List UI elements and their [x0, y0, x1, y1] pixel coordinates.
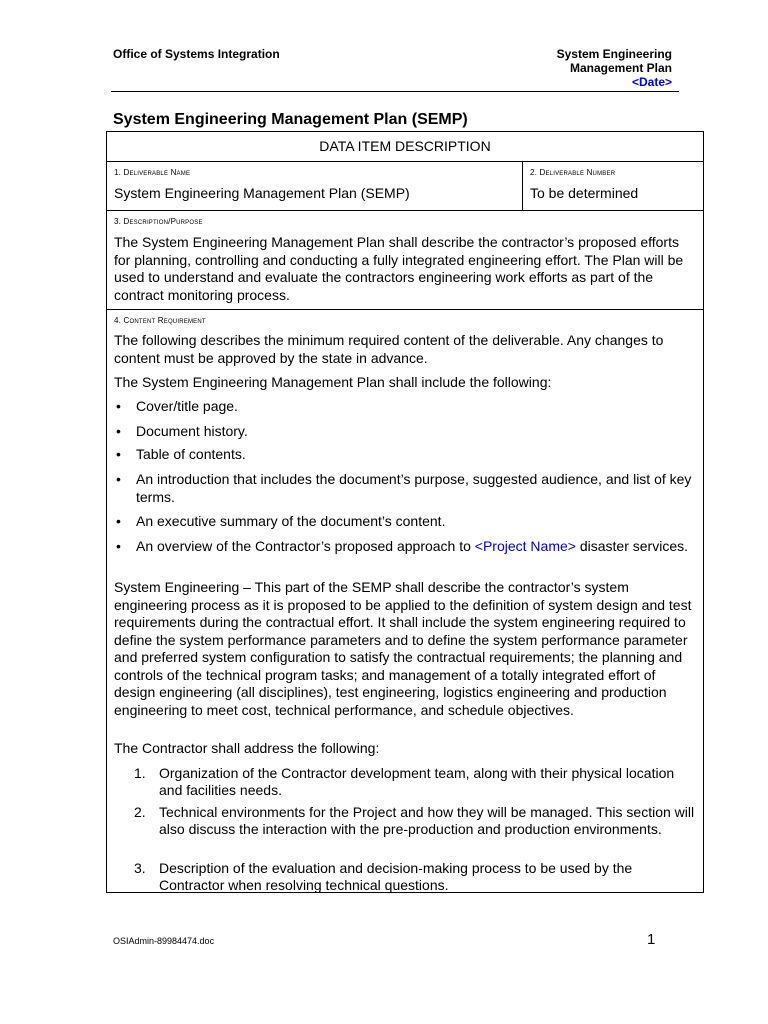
header-doc-line1: System Engineering: [556, 47, 672, 61]
header-org: Office of Systems Integration: [113, 47, 280, 61]
deliverable-number-label: 2. Deliverable Number: [530, 168, 616, 177]
deliverable-name-label: 1. Deliverable Name: [114, 168, 191, 177]
bullet-icon: •: [116, 398, 121, 414]
address-intro: The Contractor shall address the following:: [114, 740, 380, 756]
deliverable-name-cell: [107, 161, 523, 210]
header-doc-title: [557, 47, 672, 89]
system-engineering-text: System Engineering – This part of the SEMP shall describe the contractor’s system engineering process as it is proposed to be applied to the definition of system design and test requirements during the contractual effort. It shall include the system engineering required to define the system performance parameters and to define the system performance parameter and preferred system configuration to satisfy the contractual requirements; the planning and controls of the technical program tasks; and management of a totally integrated effort of design engineering (all disciplines), test engineering, logistics engineering and production engineering to meet cost, technical performance, and schedule objectives.: [114, 579, 692, 718]
header-date: <Date>: [631, 75, 672, 89]
deliverable-name-value: System Engineering Management Plan (SEMP): [114, 185, 410, 201]
bullet-icon: •: [116, 513, 121, 529]
include-intro: The System Engineering Management Plan shall include the following:: [114, 374, 552, 390]
purpose-row: [107, 210, 703, 310]
bullet-icon: •: [116, 446, 121, 462]
deliverable-number-cell: [523, 161, 703, 210]
bullet-icon: •: [116, 423, 121, 439]
page-number: 1: [647, 931, 656, 948]
purpose-label: 3. Description/Purpose: [114, 217, 203, 226]
bullet-icon: •: [116, 538, 121, 554]
header-divider: [111, 91, 679, 92]
deliverable-row: [107, 161, 703, 211]
footer-filename: OSIAdmin-89984474.doc: [113, 936, 215, 946]
data-item-description-form: [106, 131, 704, 893]
header-doc-line2: Management Plan: [569, 61, 672, 75]
content-label: 4. Content Requirement: [114, 316, 206, 325]
document-title: System Engineering Management Plan (SEMP): [113, 111, 468, 128]
content-requirement-row: 4. Content Requirement The following describes the minimum required content of the deliverable. Any changes to content must be approved by the state in advance. The System Engineering Management Plan shall include the following: • Cover/title page. • Document history. • Table of contents. • An introduction that includes the document’s purpose, suggested audience, and list of key terms. • An executive summary of the document’s content. • An overview of the Contractor’s proposed approach to <Project Name> disaster services. System Engineering – This part of the SEMP shall describe the contractor’s system engineering process as it is proposed to be applied to the definition of system design and test requirements during the contractual effort. It shall include the system engineering required to define the system performance parameters and to define the system performance parameter and preferred system configuration to satisfy the contractual requirements; the planning and controls of the technical program tasks; and management of a totally integrated effort of design engineering (all disciplines), test engineering, logistics engineering and production engineering to meet cost, technical performance, and schedule objectives. The Contractor shall address the following: 1. Organization of the Contractor development team, along with their physical location and facilities needs. 2. Technical environments for the Project and how they will be managed. This section will also discuss the interaction with the pre-production and production environments. 3. Description of the evaluation and decision-making process to be used by the Contractor when resolving technical questions.: [107, 309, 703, 892]
project-name-placeholder: <Project Name>: [474, 538, 576, 554]
form-heading: DATA ITEM DESCRIPTION: [107, 132, 703, 162]
purpose-text: The System Engineering Management Plan shall describe the contractor’s proposed efforts for planning, controlling and conducting a fully integrated engineering effort. The Plan will be used to understand and evaluate the contractors engineering work efforts as part of the contract monitoring process.: [114, 234, 684, 303]
content-intro: The following describes the minimum required content of the deliverable. Any changes to content must be approved by the state in advance.: [114, 332, 664, 366]
bullet-icon: •: [116, 471, 121, 487]
deliverable-number-value: To be determined: [530, 185, 639, 201]
